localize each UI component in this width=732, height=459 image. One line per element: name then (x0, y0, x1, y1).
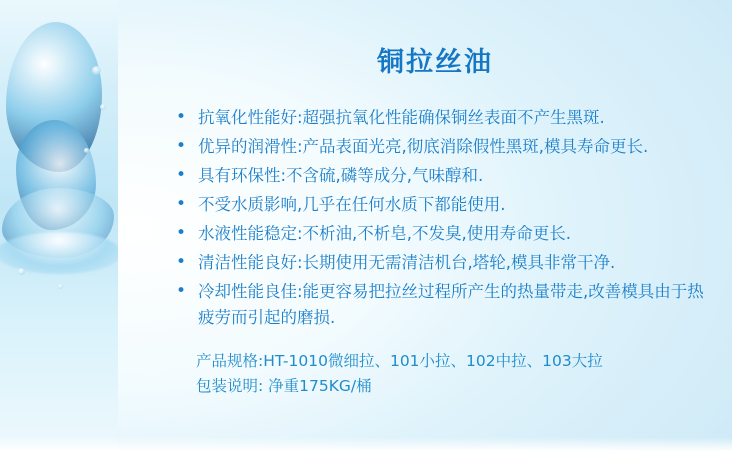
list-item: • 清洁性能良好:长期使用无需清洁机台,塔轮,模具非常干净. (176, 250, 706, 276)
footer-info (118, 349, 732, 399)
feature-list (118, 105, 732, 331)
product-spec-text: 产品规格:HT-1010微细拉、101小拉、102中拉、103大拉 (196, 352, 603, 370)
page-title: 铜拉丝油 (377, 47, 493, 78)
water-splash-base (0, 232, 118, 274)
list-item: • 优异的润滑性:产品表面光亮,彻底消除假性黑斑,模具寿命更长. (176, 134, 706, 160)
list-item: • 抗氧化性能好:超强抗氧化性能确保铜丝表面不产生黑斑. (176, 105, 706, 131)
bottom-fade (0, 437, 732, 459)
water-droplet-icon (18, 268, 25, 275)
list-item: • 不受水质影响,几乎在任何水质下都能使用. (176, 192, 706, 218)
water-droplet-icon (92, 66, 101, 75)
packaging-text: 包装说明: 净重175KG/桶 (196, 377, 372, 395)
list-item: • 水液性能稳定:不析油,不析皂,不发臭,使用寿命更长. (176, 221, 706, 247)
list-item: • 冷却性能良佳:能更容易把拉丝过程所产生的热量带走,改善模具由于热疲劳而引起的磨损. (176, 279, 706, 331)
list-item: • 具有环保性:不含硫,磷等成分,气味醇和. (176, 163, 706, 189)
water-droplet-icon (84, 148, 89, 153)
water-splash-image (0, 0, 118, 459)
water-droplet-icon (58, 284, 63, 289)
slide-content (118, 0, 732, 459)
water-droplet-icon (100, 104, 106, 110)
